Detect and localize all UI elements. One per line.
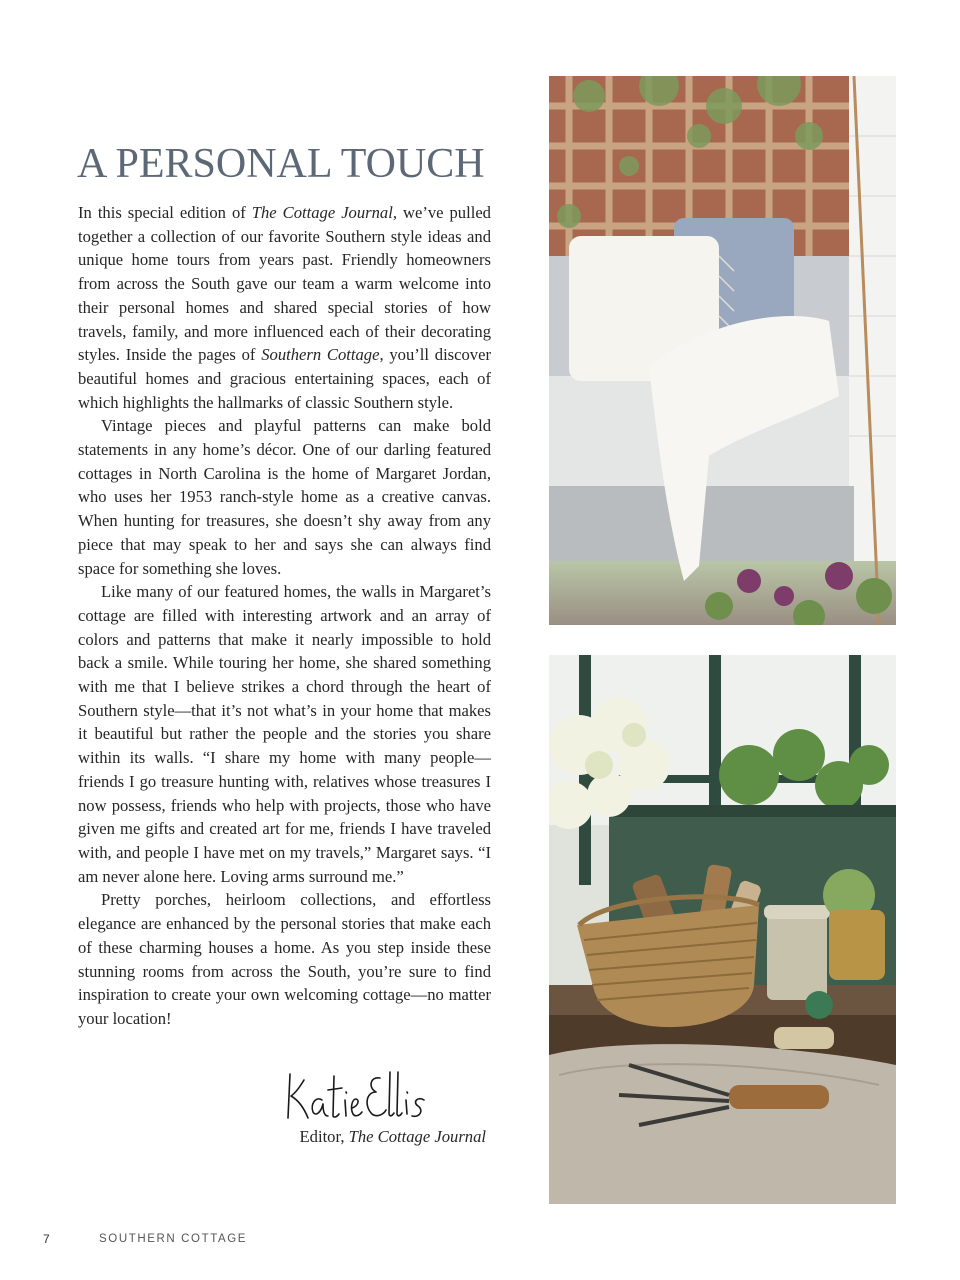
paragraph-1-text-a: In this special edition of xyxy=(78,203,252,222)
page-number: 7 xyxy=(43,1232,50,1246)
paragraph-1-text-b: , we’ve pulled together a collection of our favorite Southern style ideas and unique home tours from years past. Friendly homeowners from across the South gave our team a warm welcome into their personal homes and shared special stories of how travels, family, and more influenced each of their decorating styles. Inside the pages of xyxy=(78,203,491,365)
garden-tools-photo xyxy=(549,655,896,1204)
editor-publication: The Cottage Journal xyxy=(348,1127,486,1146)
article-paragraph-1 xyxy=(78,201,491,414)
magazine-title-italic: Southern Cottage xyxy=(261,345,380,365)
running-footer-title: SOUTHERN COTTAGE xyxy=(99,1233,248,1245)
article-headline: A PERSONAL TOUCH xyxy=(77,141,485,187)
editor-credit xyxy=(300,1127,486,1147)
publication-title-italic: The Cottage Journal xyxy=(251,203,393,222)
editor-role: Editor, xyxy=(299,1127,349,1146)
article-body xyxy=(78,201,491,1031)
signature-handwriting xyxy=(282,1062,432,1132)
editor-signature xyxy=(282,1062,432,1132)
article-paragraph-2: Vintage pieces and playful patterns can make bold statements in any home’s décor. One of our darling featured cottages in North Carolina is the home of Margaret Jordan, who uses her 1953 ranch-style home as a creative canvas. When hunting for treasures, she doesn’t shy away from any piece that may speak to her and says she can always find space for something she loves. xyxy=(78,416,491,578)
article-paragraph-3: Like many of our featured homes, the walls in Margaret’s cottage are filled with interesting artwork and an array of colors and patterns that make it nearly impossible to hold back a smile. While touring her home, she shared something with me that I believe strikes a chord through the heart of Southern style—that it’s not what’s in your home that makes it beautiful but rather the people and the stories you share within its walls. “I share my home with many people—friends I go treasure hunting with, relatives whose treasures I now possess, friends who help with projects, those who have given me gifts and created art for me, friends I have traveled with, and people I have met on my travels,” Margaret says. “I am never alone here. Loving arms surround me.” xyxy=(78,582,491,886)
signature-name xyxy=(284,1064,285,1065)
paragraph-1-text-c: , you’ll discover beautiful homes and gracious entertaining spaces, each of which highlights the hallmarks of classic Southern style. xyxy=(78,345,491,412)
article-paragraph-4: Pretty porches, heirloom collections, and effortless elegance are enhanced by the personal stories that make each of these charming houses a home. As you step inside these stunning rooms from across the South, you’re sure to find inspiration to create your own welcoming cottage—no matter your location! xyxy=(78,890,491,1028)
porch-swing-photo xyxy=(549,76,896,625)
